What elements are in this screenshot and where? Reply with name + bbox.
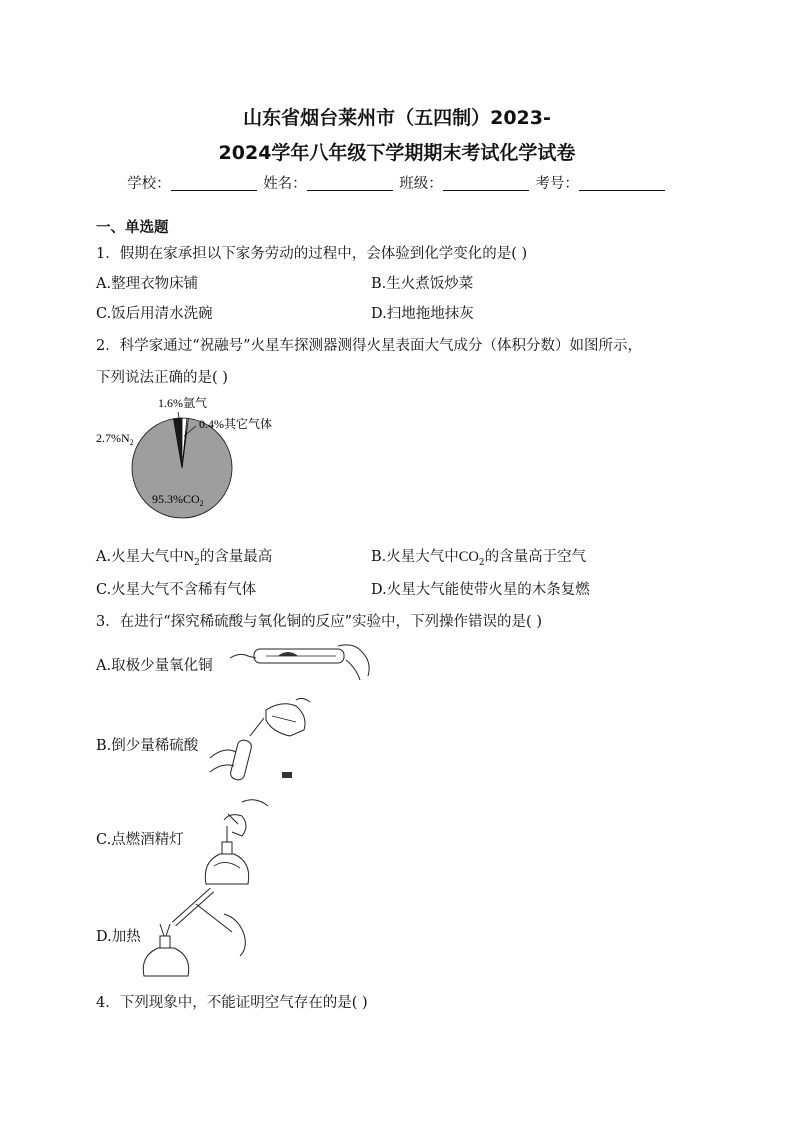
name-label: 姓名： (263, 176, 307, 192)
pour-acid-illustration (206, 696, 316, 788)
student-info-line (0, 172, 794, 193)
q2-option-d: D.火星大气能使带火星的木条复燃 (371, 582, 590, 598)
question-1-stem: 1．假期在家承担以下家务劳动的过程中，会体验到化学变化的是( ) (96, 246, 528, 262)
q3-option-d: D.加热 (96, 929, 141, 945)
argon-label: 1.6%氩气 (158, 396, 207, 410)
q1-option-c: C.饭后用清水洗碗 (96, 306, 213, 322)
n2-label: $2.7\%N_2$ (96, 431, 134, 447)
q3-option-b: B.倒少量稀硫酸 (96, 738, 199, 754)
exam-title-line1: 山东省烟台莱州市（五四制）2023- (243, 107, 551, 129)
question-2-stem-line1: 2．科学家通过“祝融号”火星车探测器测得火星表面大气成分（体积分数）如图所示， (96, 338, 643, 354)
q2-option-c: C.火星大气不含稀有气体 (96, 582, 257, 598)
exam-number-label: 考号： (535, 176, 579, 192)
section-heading: 一、单选题 (96, 220, 169, 236)
exam-title-line2: 2024学年八年级下学期期末考试化学试卷 (218, 142, 576, 164)
other-gas-label: 0.4%其它气体 (199, 417, 272, 431)
question-2-stem-line2: 下列说法正确的是( ) (96, 370, 228, 386)
school-label: 学校： (127, 176, 171, 192)
heating-test-tube-illustration (140, 884, 250, 980)
co2-label: $95.3\%CO_2$ (152, 492, 204, 508)
q3-option-a: A.取极少量氧化铜 (96, 658, 213, 674)
question-3-stem: 3．在进行“探究稀硫酸与氧化铜的反应”实验中，下列操作错误的是( ) (96, 614, 542, 630)
class-label: 班级： (399, 176, 443, 192)
school-blank (171, 176, 257, 191)
class-blank (443, 176, 529, 191)
scoop-powder-illustration (226, 640, 376, 688)
q1-option-b: B.生火煮饭炒菜 (371, 276, 474, 292)
mars-atmosphere-pie-chart (92, 392, 292, 532)
q2-option-b: B.火星大气中$CO_2$的含量高于空气 (371, 549, 587, 568)
name-blank (307, 176, 393, 191)
q1-option-a: A.整理衣物床铺 (96, 276, 199, 292)
q3-option-c: C.点燃酒精灯 (96, 832, 184, 848)
exam-number-blank (579, 176, 665, 191)
question-4-stem: 4．下列现象中，不能证明空气存在的是( ) (96, 995, 368, 1011)
alcohol-lamp-lighting-illustration (198, 796, 278, 886)
q1-option-d: D.扫地拖地抹灰 (371, 306, 474, 322)
q2-option-a: A.火星大气中$N_2$的含量最高 (96, 549, 273, 568)
